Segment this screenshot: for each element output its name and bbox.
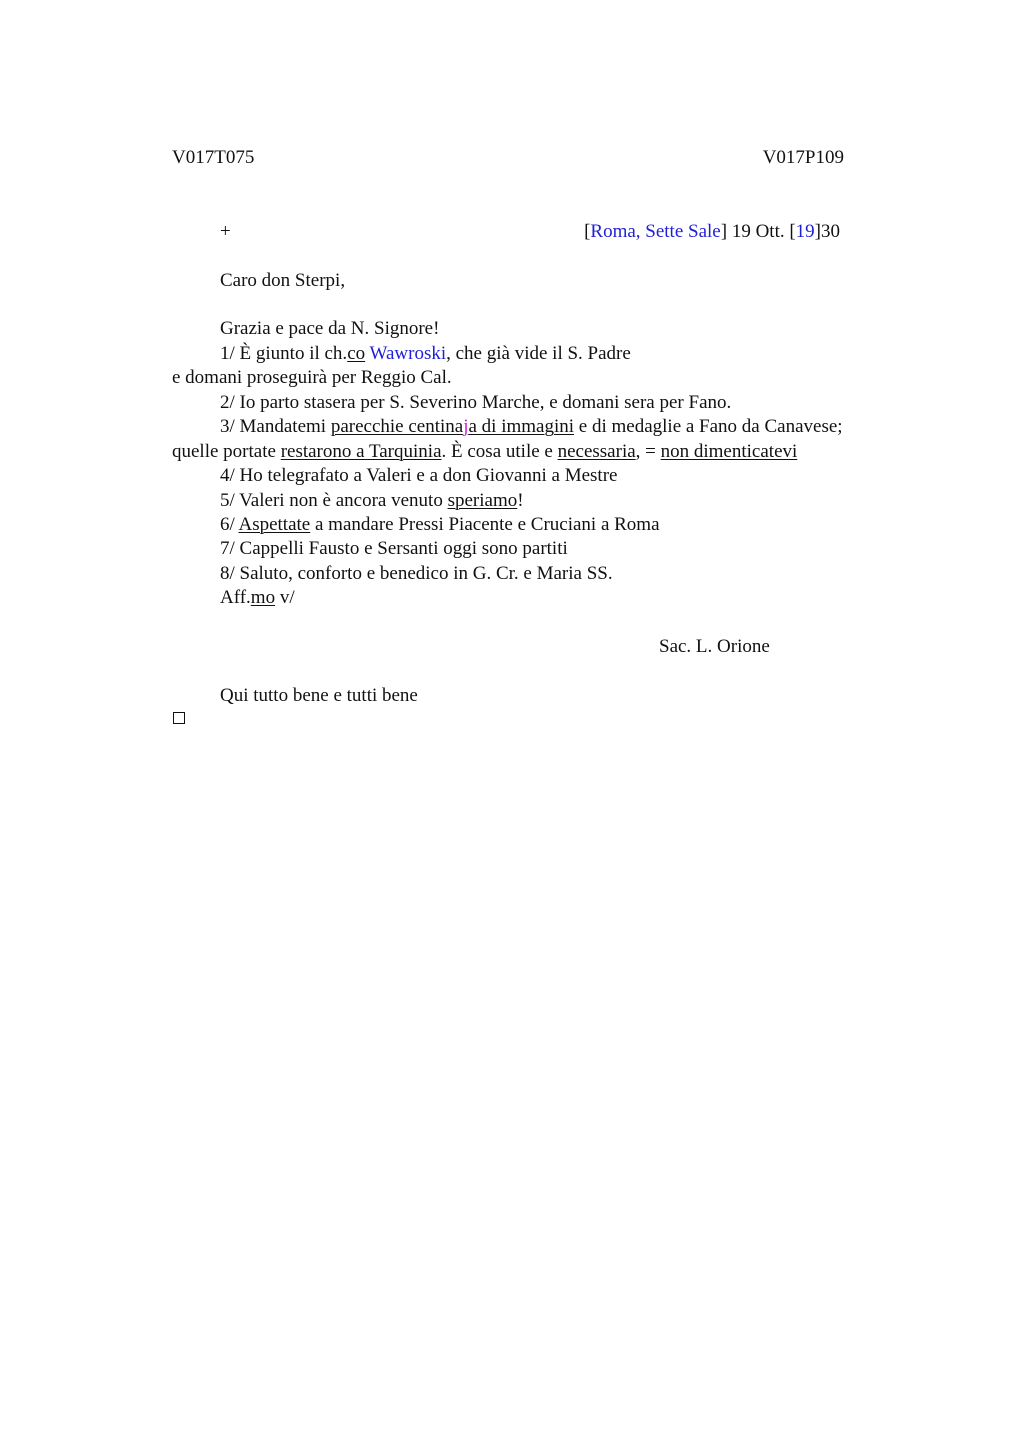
item-6-underlined: Aspettate — [238, 514, 311, 535]
item-5-underlined: speriamo — [447, 490, 518, 511]
person-name-editorial: Wawroski — [369, 343, 447, 364]
item-3-correction: j — [463, 416, 469, 437]
postscript: Qui tutto bene e tutti bene — [220, 685, 418, 706]
item-5-text: 5/ Valeri non è ancora venuto — [220, 490, 448, 511]
greeting: Grazia e pace da N. Signore! — [220, 318, 440, 339]
item-3-rest: e di medaglie a Fano da Canavese; — [574, 416, 843, 437]
item-3-cont-underlined-2: necessaria — [557, 441, 636, 462]
item-7: 7/ Cappelli Fausto e Sersanti oggi sono partiti — [220, 538, 568, 559]
item-3-underlined-2: a di immagini — [468, 416, 575, 437]
item-8: 8/ Saluto, conforto e benedico in G. Cr. e Maria SS. — [220, 563, 613, 584]
bracket: [ — [584, 221, 591, 242]
century-editorial: 19 — [795, 221, 815, 242]
item-3-cont-underlined-1: restarono a Tarquinia — [280, 441, 442, 462]
bracket: ] — [814, 221, 821, 242]
salutation: Caro don Sterpi, — [220, 270, 346, 291]
item-3 — [220, 415, 843, 439]
item-6 — [220, 513, 660, 537]
date-year: 30 — [821, 221, 840, 242]
bracket: ] — [720, 221, 728, 242]
date-day-month: 19 Ott. — [727, 221, 790, 242]
closing-rest: v/ — [275, 587, 295, 608]
item-2: 2/ Io parto stasera per S. Severino Marche, e domani sera per Fano. — [220, 392, 732, 413]
item-1-abbrev: co — [347, 343, 366, 364]
item-3-underlined-1: parecchie centina — [330, 416, 464, 437]
item-4: 4/ Ho telegrafato a Valeri e a don Giovanni a Mestre — [220, 465, 618, 486]
header-left-code: V017T075 — [172, 147, 255, 168]
bracket: [ — [789, 221, 796, 242]
cross-symbol: + — [220, 221, 231, 242]
item-6-rest: a mandare Pressi Piacente e Cruciani a Roma — [310, 514, 660, 535]
dateline — [584, 220, 840, 244]
closing — [220, 586, 295, 610]
item-6-number: 6/ — [220, 514, 239, 535]
item-3-cont-text: quelle portate — [172, 441, 281, 462]
item-1-continuation: e domani proseguirà per Reggio Cal. — [172, 367, 452, 388]
item-5 — [220, 489, 524, 513]
item-3-cont-underlined-3: non dimenticatevi — [660, 441, 798, 462]
item-1-rest: , che già vide il S. Padre — [446, 343, 631, 364]
header-right-code: V017P109 — [762, 147, 844, 168]
closing-underlined: mo — [250, 587, 276, 608]
item-1 — [220, 342, 631, 366]
item-3-continuation — [172, 440, 797, 464]
item-3-cont-text-2: . È cosa utile e — [441, 441, 558, 462]
end-marker-square-icon — [173, 712, 185, 724]
signature: Sac. L. Orione — [659, 636, 770, 657]
item-3-cont-text-3: , = — [635, 441, 661, 462]
item-1-text: 1/ È giunto il ch. — [220, 343, 348, 364]
place-editorial: Roma, Sette Sale — [590, 221, 721, 242]
item-3-text: 3/ Mandatemi — [220, 416, 331, 437]
closing-text: Aff. — [220, 587, 251, 608]
item-5-rest: ! — [517, 490, 524, 511]
